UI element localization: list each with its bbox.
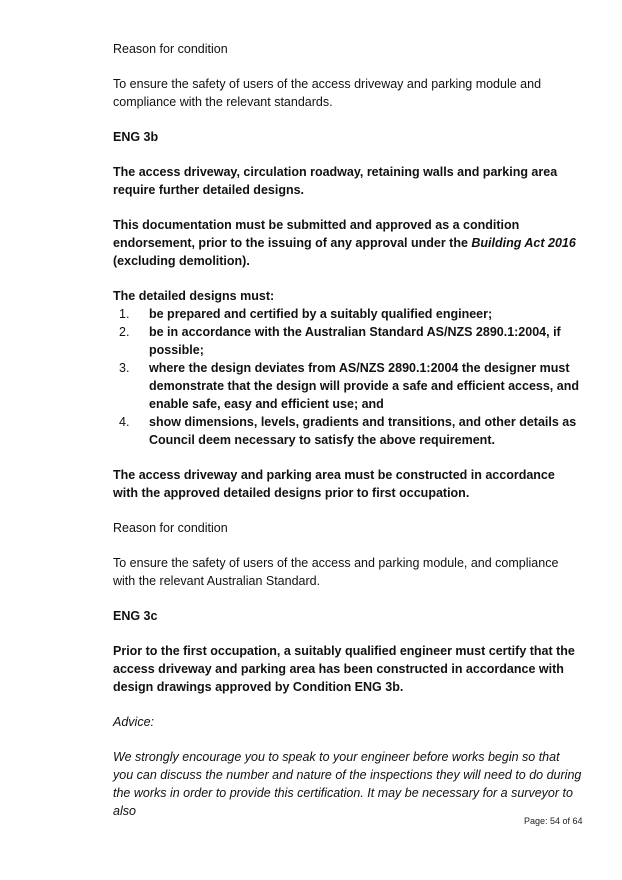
advice-text: We strongly encourage you to speak to your engineer before works begin so that you can discuss the number and nature of the inspections they will need to do during the works in order to provide this certification. It may be necessary for a surveyor to also: [113, 750, 582, 818]
eng3b-paragraph-designs: The access driveway, circulation roadway, retaining walls and parking area require further detailed designs.: [113, 165, 558, 197]
eng3b-paragraph-documentation-end: (excluding demolition).: [113, 254, 250, 268]
reason-text: To ensure the safety of users of the access and parking module, and compliance with the relevant Australian Standard.: [113, 556, 559, 588]
page-number: Page: 54 of 64: [524, 816, 583, 826]
condition-heading-eng3c: ENG 3c: [113, 609, 158, 623]
list-item: [113, 305, 583, 323]
eng3c-paragraph-certification: Prior to the first occupation, a suitably qualified engineer must certify that the access driveway and parking area has been constructed in accordance with design drawings approved by Condition ENG 3b.: [113, 644, 575, 694]
list-item-number: 3.: [119, 361, 130, 375]
list-item: [113, 413, 583, 449]
list-intro: The detailed designs must:: [113, 289, 275, 303]
detailed-designs-list: [113, 287, 583, 449]
advice-label: Advice:: [113, 715, 154, 729]
list-item-text: be in accordance with the Australian Standard AS/NZS 2890.1:2004, if possible;: [149, 325, 561, 357]
reason-text: To ensure the safety of users of the access driveway and parking module and compliance with the relevant standards.: [113, 77, 542, 109]
building-act-reference: Building Act 2016: [471, 236, 576, 250]
list-item-text: be prepared and certified by a suitably qualified engineer;: [149, 307, 493, 321]
list-item-text: where the design deviates from AS/NZS 2890.1:2004 the designer must demonstrate that the design will provide a safe and efficient access, and enable safe, easy and efficient use; and: [149, 361, 579, 411]
list-item: [113, 323, 583, 359]
reason-label: Reason for condition: [113, 42, 228, 56]
page-content: [113, 40, 583, 820]
condition-heading-eng3b: ENG 3b: [113, 130, 159, 144]
reason-label: Reason for condition: [113, 521, 228, 535]
list-item-number: 2.: [119, 325, 130, 339]
list-item-number: 1.: [119, 307, 130, 321]
list-item-text: show dimensions, levels, gradients and transitions, and other details as Council deem necessary to satisfy the above requirement.: [149, 415, 577, 447]
eng3b-paragraph-documentation: [113, 216, 583, 270]
list-item-number: 4.: [119, 415, 130, 429]
eng3b-paragraph-construction: The access driveway and parking area must be constructed in accordance with the approved detailed designs prior to first occupation.: [113, 468, 555, 500]
list-item: [113, 359, 583, 413]
eng3b-paragraph-documentation-start: This documentation must be submitted and approved as a condition endorsement, prior to the issuing of any approval under the: [113, 218, 520, 250]
